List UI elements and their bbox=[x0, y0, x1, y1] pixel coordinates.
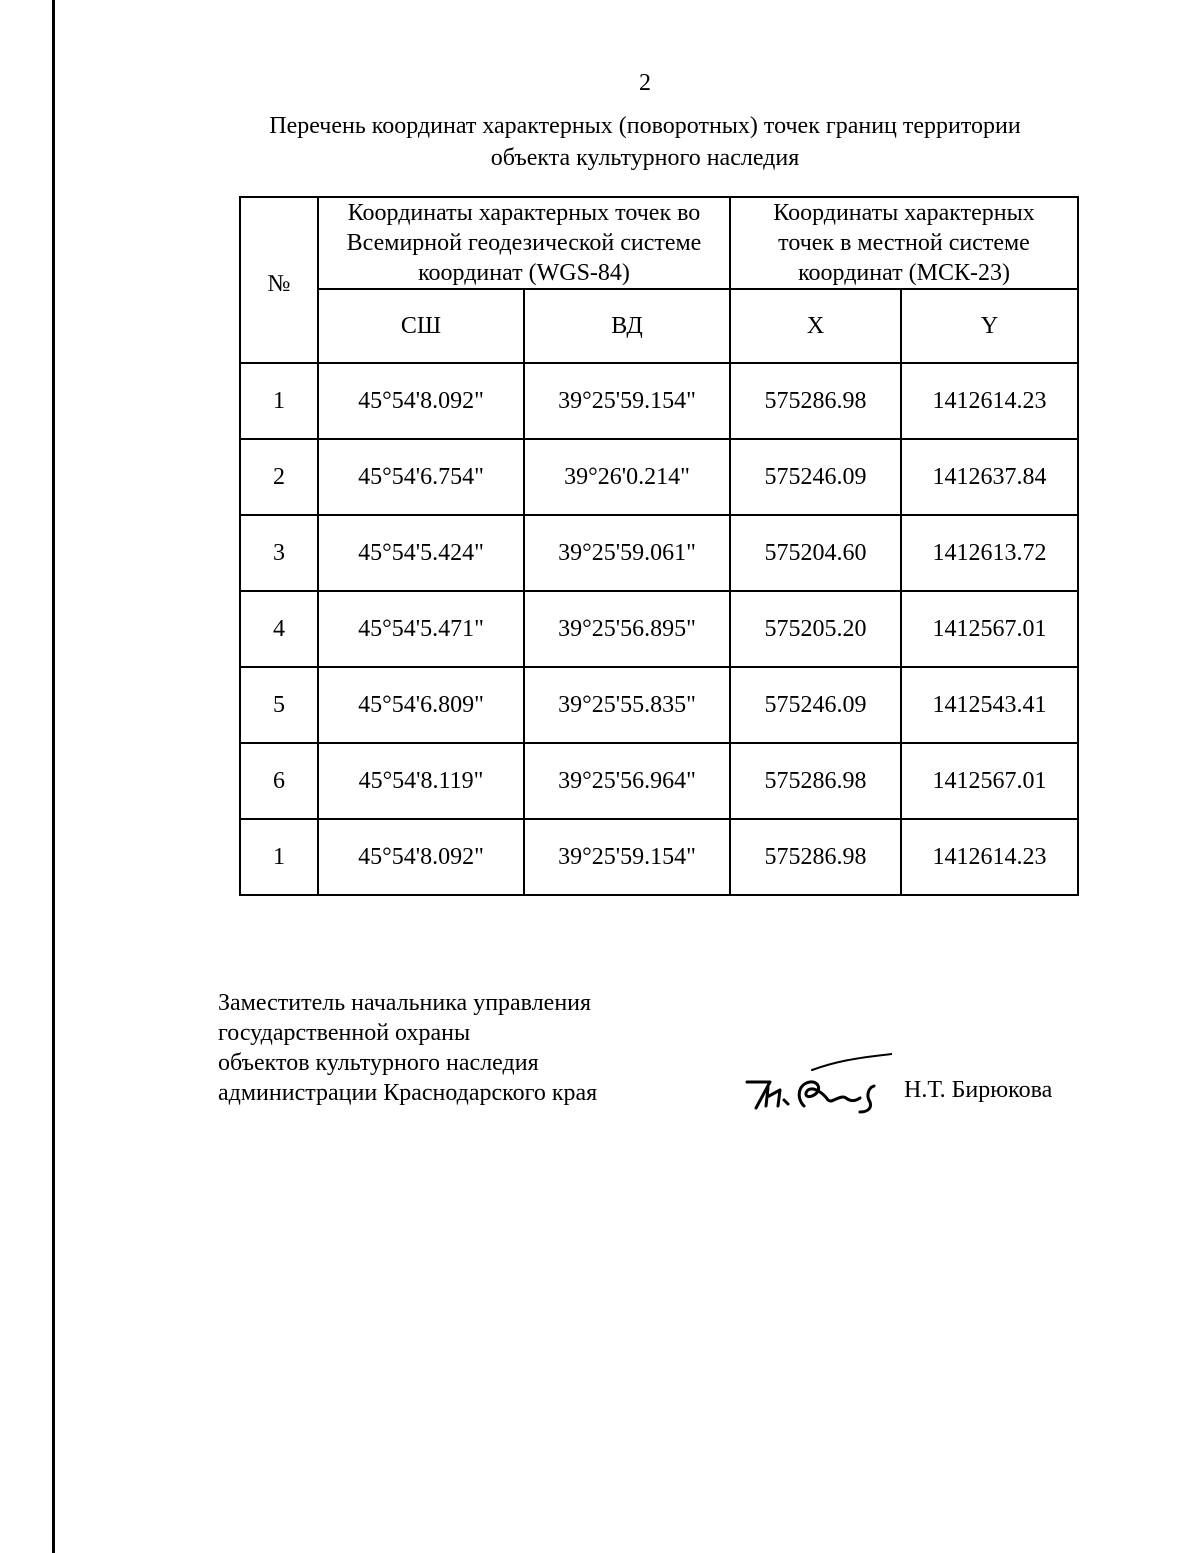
point-number-cell: 2 bbox=[240, 439, 318, 515]
x-cell: 575204.60 bbox=[730, 515, 901, 591]
table-row bbox=[240, 743, 1078, 819]
longitude-cell: 39°25'55.835" bbox=[524, 667, 730, 743]
latitude-cell: 45°54'6.809" bbox=[318, 667, 524, 743]
header-msk-line: Координаты характерных bbox=[773, 200, 1035, 226]
title-line-2: объекта культурного наследия bbox=[490, 145, 800, 171]
table-row bbox=[240, 667, 1078, 743]
y-cell: 1412614.23 bbox=[901, 819, 1078, 895]
page-number: 2 bbox=[639, 70, 651, 96]
y-cell: 1412637.84 bbox=[901, 439, 1078, 515]
x-cell: 575246.09 bbox=[730, 667, 901, 743]
point-number-cell: 4 bbox=[240, 591, 318, 667]
longitude-cell: 39°25'56.895" bbox=[524, 591, 730, 667]
x-cell: 575286.98 bbox=[730, 819, 901, 895]
longitude-cell: 39°25'59.061" bbox=[524, 515, 730, 591]
signatory-position bbox=[218, 988, 597, 1108]
y-cell: 1412613.72 bbox=[901, 515, 1078, 591]
header-x: X bbox=[730, 289, 901, 363]
header-msk-line: точек в местной системе bbox=[778, 230, 1030, 256]
table-row bbox=[240, 439, 1078, 515]
point-number-cell: 1 bbox=[240, 819, 318, 895]
signer-name: Н.Т. Бирюкова bbox=[904, 1077, 1053, 1103]
header-wgs-line: Координаты характерных точек во bbox=[347, 200, 701, 226]
x-cell: 575205.20 bbox=[730, 591, 901, 667]
latitude-cell: 45°54'8.092" bbox=[318, 363, 524, 439]
header-wgs-line: координат (WGS-84) bbox=[418, 260, 630, 286]
position-line: государственной охраны bbox=[218, 1020, 471, 1046]
longitude-cell: 39°26'0.214" bbox=[524, 439, 730, 515]
latitude-cell: 45°54'5.424" bbox=[318, 515, 524, 591]
y-cell: 1412543.41 bbox=[901, 667, 1078, 743]
header-longitude: ВД bbox=[524, 289, 730, 363]
header-msk-line: координат (МСК-23) bbox=[798, 260, 1010, 286]
x-cell: 575286.98 bbox=[730, 363, 901, 439]
latitude-cell: 45°54'8.119" bbox=[318, 743, 524, 819]
position-line: Заместитель начальника управления bbox=[218, 990, 592, 1016]
document-title bbox=[200, 110, 1090, 174]
x-cell: 575286.98 bbox=[730, 743, 901, 819]
header-number: № bbox=[240, 197, 318, 363]
title-line-1: Перечень координат характерных (поворотных) точек границ территории bbox=[269, 113, 1021, 139]
y-cell: 1412567.01 bbox=[901, 591, 1078, 667]
page-left-border bbox=[52, 0, 55, 1553]
handwritten-signature bbox=[742, 1050, 892, 1120]
header-msk23-group bbox=[730, 197, 1078, 289]
table-row bbox=[240, 819, 1078, 895]
latitude-cell: 45°54'8.092" bbox=[318, 819, 524, 895]
point-number-cell: 1 bbox=[240, 363, 318, 439]
latitude-cell: 45°54'6.754" bbox=[318, 439, 524, 515]
header-y: Y bbox=[901, 289, 1078, 363]
longitude-cell: 39°25'56.964" bbox=[524, 743, 730, 819]
x-cell: 575246.09 bbox=[730, 439, 901, 515]
table-row bbox=[240, 591, 1078, 667]
point-number-cell: 3 bbox=[240, 515, 318, 591]
table-body bbox=[240, 363, 1078, 895]
position-line: объектов культурного наследия bbox=[218, 1050, 539, 1076]
y-cell: 1412614.23 bbox=[901, 363, 1078, 439]
table-subheader-row bbox=[240, 289, 1078, 363]
header-latitude: СШ bbox=[318, 289, 524, 363]
table-row bbox=[240, 515, 1078, 591]
header-wgs-line: Всемирной геодезической системе bbox=[346, 230, 702, 256]
coordinates-table bbox=[239, 196, 1079, 896]
longitude-cell: 39°25'59.154" bbox=[524, 363, 730, 439]
latitude-cell: 45°54'5.471" bbox=[318, 591, 524, 667]
header-wgs84-group bbox=[318, 197, 730, 289]
table-header-row bbox=[240, 197, 1078, 289]
longitude-cell: 39°25'59.154" bbox=[524, 819, 730, 895]
position-line: администрации Краснодарского края bbox=[218, 1080, 598, 1106]
point-number-cell: 5 bbox=[240, 667, 318, 743]
point-number-cell: 6 bbox=[240, 743, 318, 819]
table-row bbox=[240, 363, 1078, 439]
y-cell: 1412567.01 bbox=[901, 743, 1078, 819]
